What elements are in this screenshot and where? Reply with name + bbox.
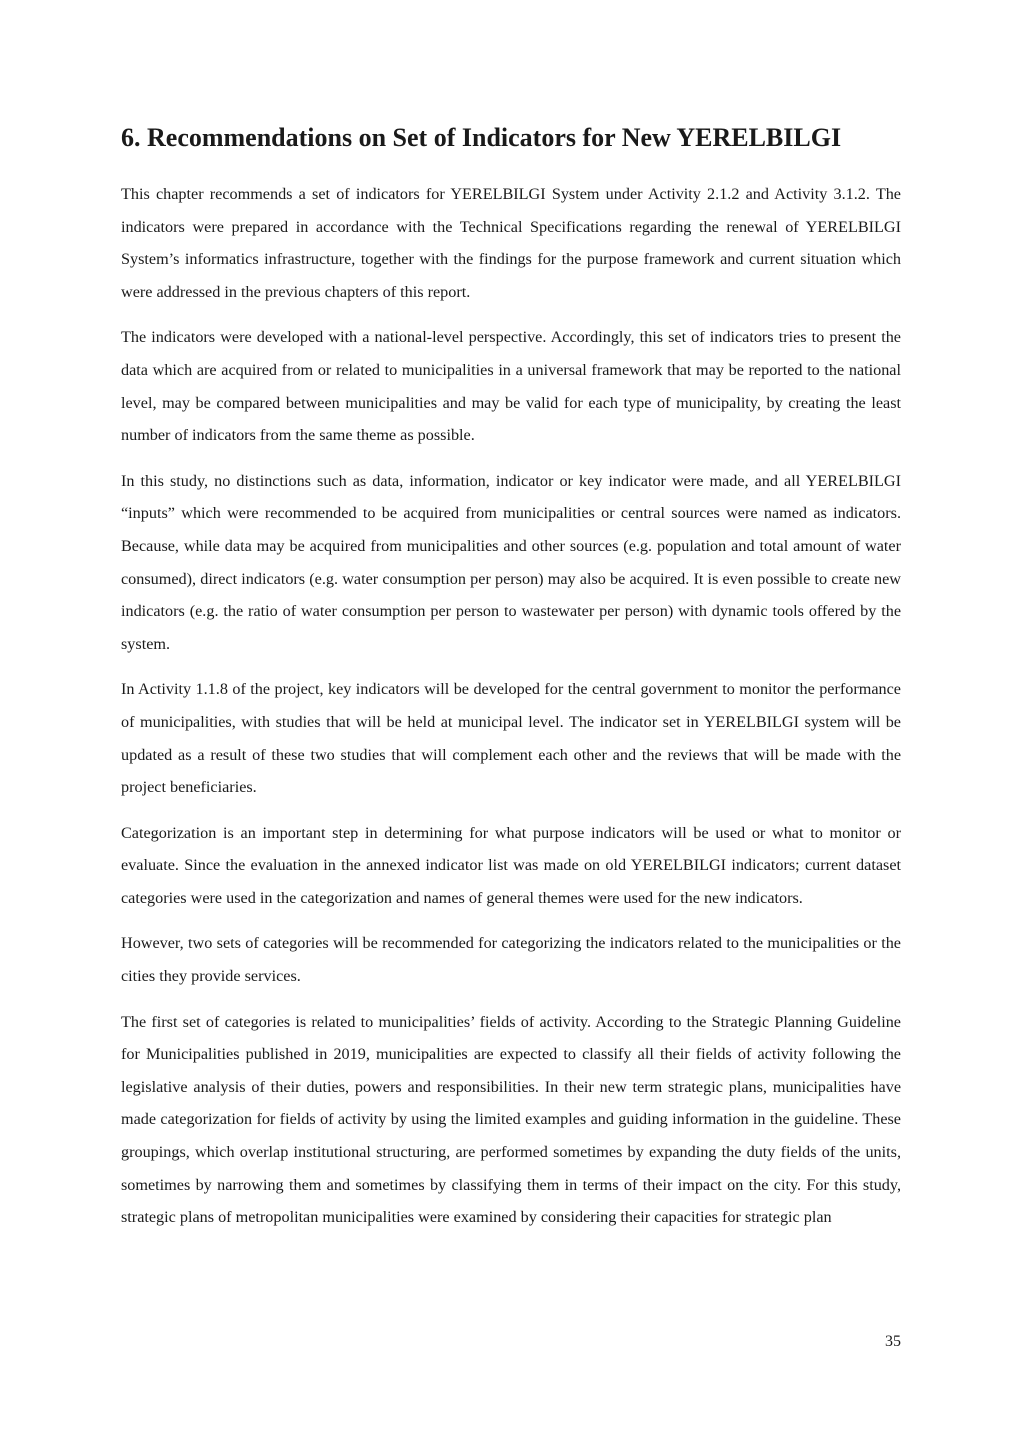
paragraph-activity-1-1-8: In Activity 1.1.8 of the project, key indicators will be developed for the central government to monitor the performance of municipalities, with studies that will be held at municipal level. The indicator set in YERELBILGI system will be updated as a result of these two studies that will complement each other and the reviews that will be made with the project beneficiaries.: [121, 680, 901, 797]
page-number: 35: [885, 1333, 901, 1350]
paragraph-intro: This chapter recommends a set of indicators for YERELBILGI System under Activity 2.1.2 and Activity 3.1.2. The indicators were prepared in accordance with the Technical Specifications regarding the renewal of YERELBILGI System’s informatics infrastructure, together with the findings for the purpose framework and current situation which were addressed in the previous chapters of this report.: [121, 185, 901, 301]
paragraph-two-category-sets: However, two sets of categories will be recommended for categorizing the indicators related to the municipalities or the cities they provide services.: [121, 934, 901, 986]
chapter-heading: 6. Recommendations on Set of Indicators for New YERELBILGI: [121, 123, 842, 152]
paragraph-national-perspective: The indicators were developed with a national-level perspective. Accordingly, this set of indicators tries to present the data which are acquired from or related to municipalities in a universal framework that may be reported to the national level, may be compared between municipalities and may be valid for each type of municipality, by creating the least number of indicators from the same theme as possible.: [121, 328, 901, 445]
paragraph-first-category-set: The first set of categories is related to municipalities’ fields of activity. According to the Strategic Planning Guideline for Municipalities published in 2019, municipalities are expected to classify all their fields of activity following the legislative analysis of their duties, powers and responsibilities. In their new term strategic plans, municipalities have made categorization for fields of activity by using the limited examples and guiding information in the guideline. These groupings, which overlap institutional structuring, are performed sometimes by expanding the duty fields of the units, sometimes by narrowing them and sometimes by classifying them in terms of their impact on the city. For this study, strategic plans of metropolitan municipalities were examined by considering their capacities for strategic plan: [121, 1012, 901, 1227]
paragraph-indicator-definitions: In this study, no distinctions such as data, information, indicator or key indicator were made, and all YERELBILGI “inputs” which were recommended to be acquired from municipalities or central sources were named as indicators. Because, while data may be acquired from municipalities and other sources (e.g. population and total amount of water consumed), direct indicators (e.g. water consumption per person) may also be acquired. It is even possible to create new indicators (e.g. the ratio of water consumption per person to wastewater per person) with dynamic tools offered by the system.: [121, 471, 901, 653]
paragraph-categorization: Categorization is an important step in determining for what purpose indicators will be used or what to monitor or evaluate. Since the evaluation in the annexed indicator list was made on old YERELBILGI indicators; current dataset categories were used in the categorization and names of general themes were used for the new indicators.: [121, 823, 901, 907]
body-text: [121, 178, 901, 1247]
